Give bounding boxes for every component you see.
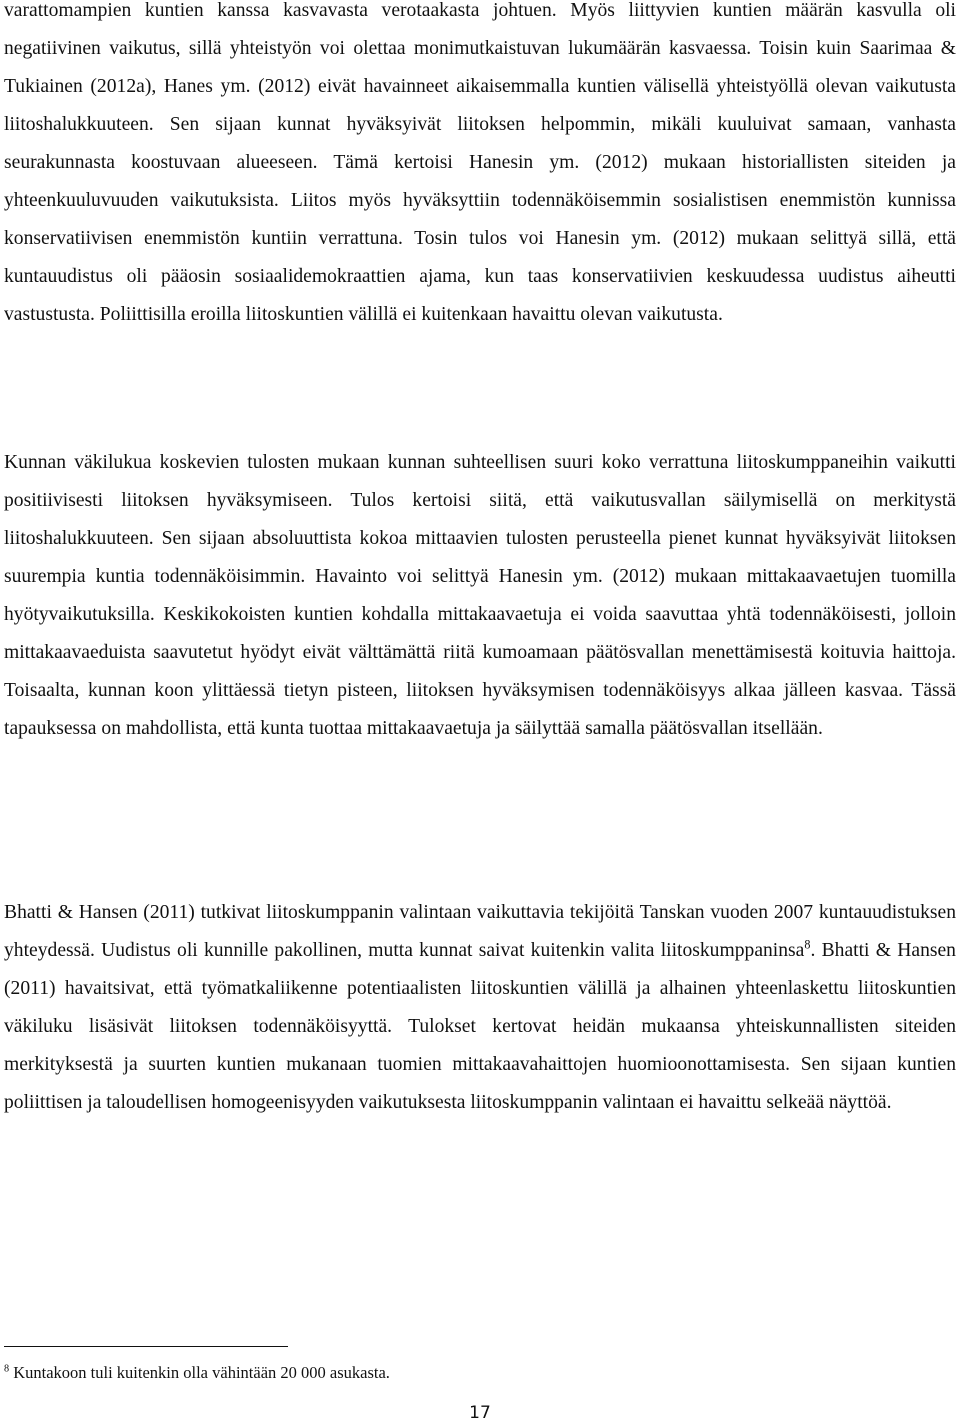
page-number: 17: [469, 1403, 491, 1423]
footnote-text: Kuntakoon tuli kuitenkin olla vähintään 20 000 asukasta.: [9, 1363, 390, 1382]
footnote-separator: [4, 1346, 288, 1347]
footnote-reference: 8: [804, 937, 811, 952]
paragraph-3-text-end: . Bhatti & Hansen (2011) havaitsivat, että työmatkaliikenne potentiaalisten liitoskuntien välillä ja alhainen yhteenlaskettu liitoskuntien väkiluku lisäsivät liitoksen todennäköisyyttä. Tulokset kertovat heidän mukaansa yhteiskunnallisten siteiden merkityksestä ja suurten kuntien mukanaan tuomien mittakaavahaittojen huomioonottamisesta. Sen sijaan kuntien poliittisen ja taloudellisen homogeenisyyden vaikutuksesta liitoskumppanin valintaan ei havaittu selkeää näyttöä.: [4, 940, 956, 1113]
paragraph-3-text-start: Bhatti & Hansen (2011) tutkivat liitoskumppanin valintaan vaikuttavia tekijöitä Tanskan vuoden 2007 kuntauudistuksen yhteydessä. Uudistus oli kunnille pakollinen, mutta kunnat saivat kuitenkin valita liitoskumppaninsa: [4, 902, 956, 961]
body-paragraph-1: varattomampien kuntien kanssa kasvavasta verotaakasta johtuen. Myös liittyvien kuntien määrän kasvulla oli negatiivinen vaikutus, sillä yhteistyön voi olettaa monimutkaistuvan lukumäärän kasvaessa. Toisin kuin Saarimaa & Tukiainen (2012a), Hanes ym. (2012) eivät havainneet aikaisemmalla kuntien välisellä yhteistyöllä olevan vaikutusta liitoshalukkuuteen. Sen sijaan kunnat hyväksyivät liitoksen helpommin, mikäli kuuluivat samaan, vanhasta seurakunnasta koostuvaan alueeseen. Tämä kertoisi Hanesin ym. (2012) mukaan historiallisten siteiden ja yhteenkuuluvuuden vaikutuksista. Liitos myös hyväksyttiin todennäköisemmin sosialistisen enemmistön kunnissa konservatiivisen enemmistön kuntiin verrattuna. Tosin tulos voi Hanesin ym. (2012) mukaan selittyä sillä, että kuntauudistus oli pääosin sosiaalidemokraattien ajama, kun taas konservatiivien keskuudessa uudistus aiheutti vastustusta. Poliittisilla eroilla liitoskuntien välillä ei kuitenkaan havaittu olevan vaikutusta.: [4, 0, 956, 325]
footnote: [4, 1361, 390, 1385]
footnote-number: 8: [4, 1363, 10, 1375]
body-paragraph-3: [4, 894, 956, 1122]
body-paragraph-2: Kunnan väkilukua koskevien tulosten mukaan kunnan suhteellisen suuri koko verrattuna liitoskumppaneihin vaikutti positiivisesti liitoksen hyväksymiseen. Tulos kertoisi siitä, että vaikutusvallan säilymisellä on merkitystä liitoshalukkuuteen. Sen sijaan absoluuttista kokoa mittaavien tulosten perusteella pienet kunnat hyväksyivät liitoksen suurempia kuntia todennäköisimmin. Havainto voi selittyä Hanesin ym. (2012) mukaan mittakaavaetujen tuomilla hyötyvaikutuksilla. Keskikokoisten kuntien kohdalla mittakaavaetuja ei voida saavuttaa yhtä todennäköisesti, jolloin mittakaavaeduista saavutetut hyödyt eivät välttämättä riitä kumoamaan päätösvallan menettämisestä koituvia haittoja. Toisaalta, kunnan koon ylittäessä tietyn pisteen, liitoksen hyväksymisen todennäköisyys alkaa jälleen kasvaa. Tässä tapauksessa on mahdollista, että kunta tuottaa mittakaavaetuja ja säilyttää samalla päätösvallan itsellään.: [4, 452, 956, 739]
